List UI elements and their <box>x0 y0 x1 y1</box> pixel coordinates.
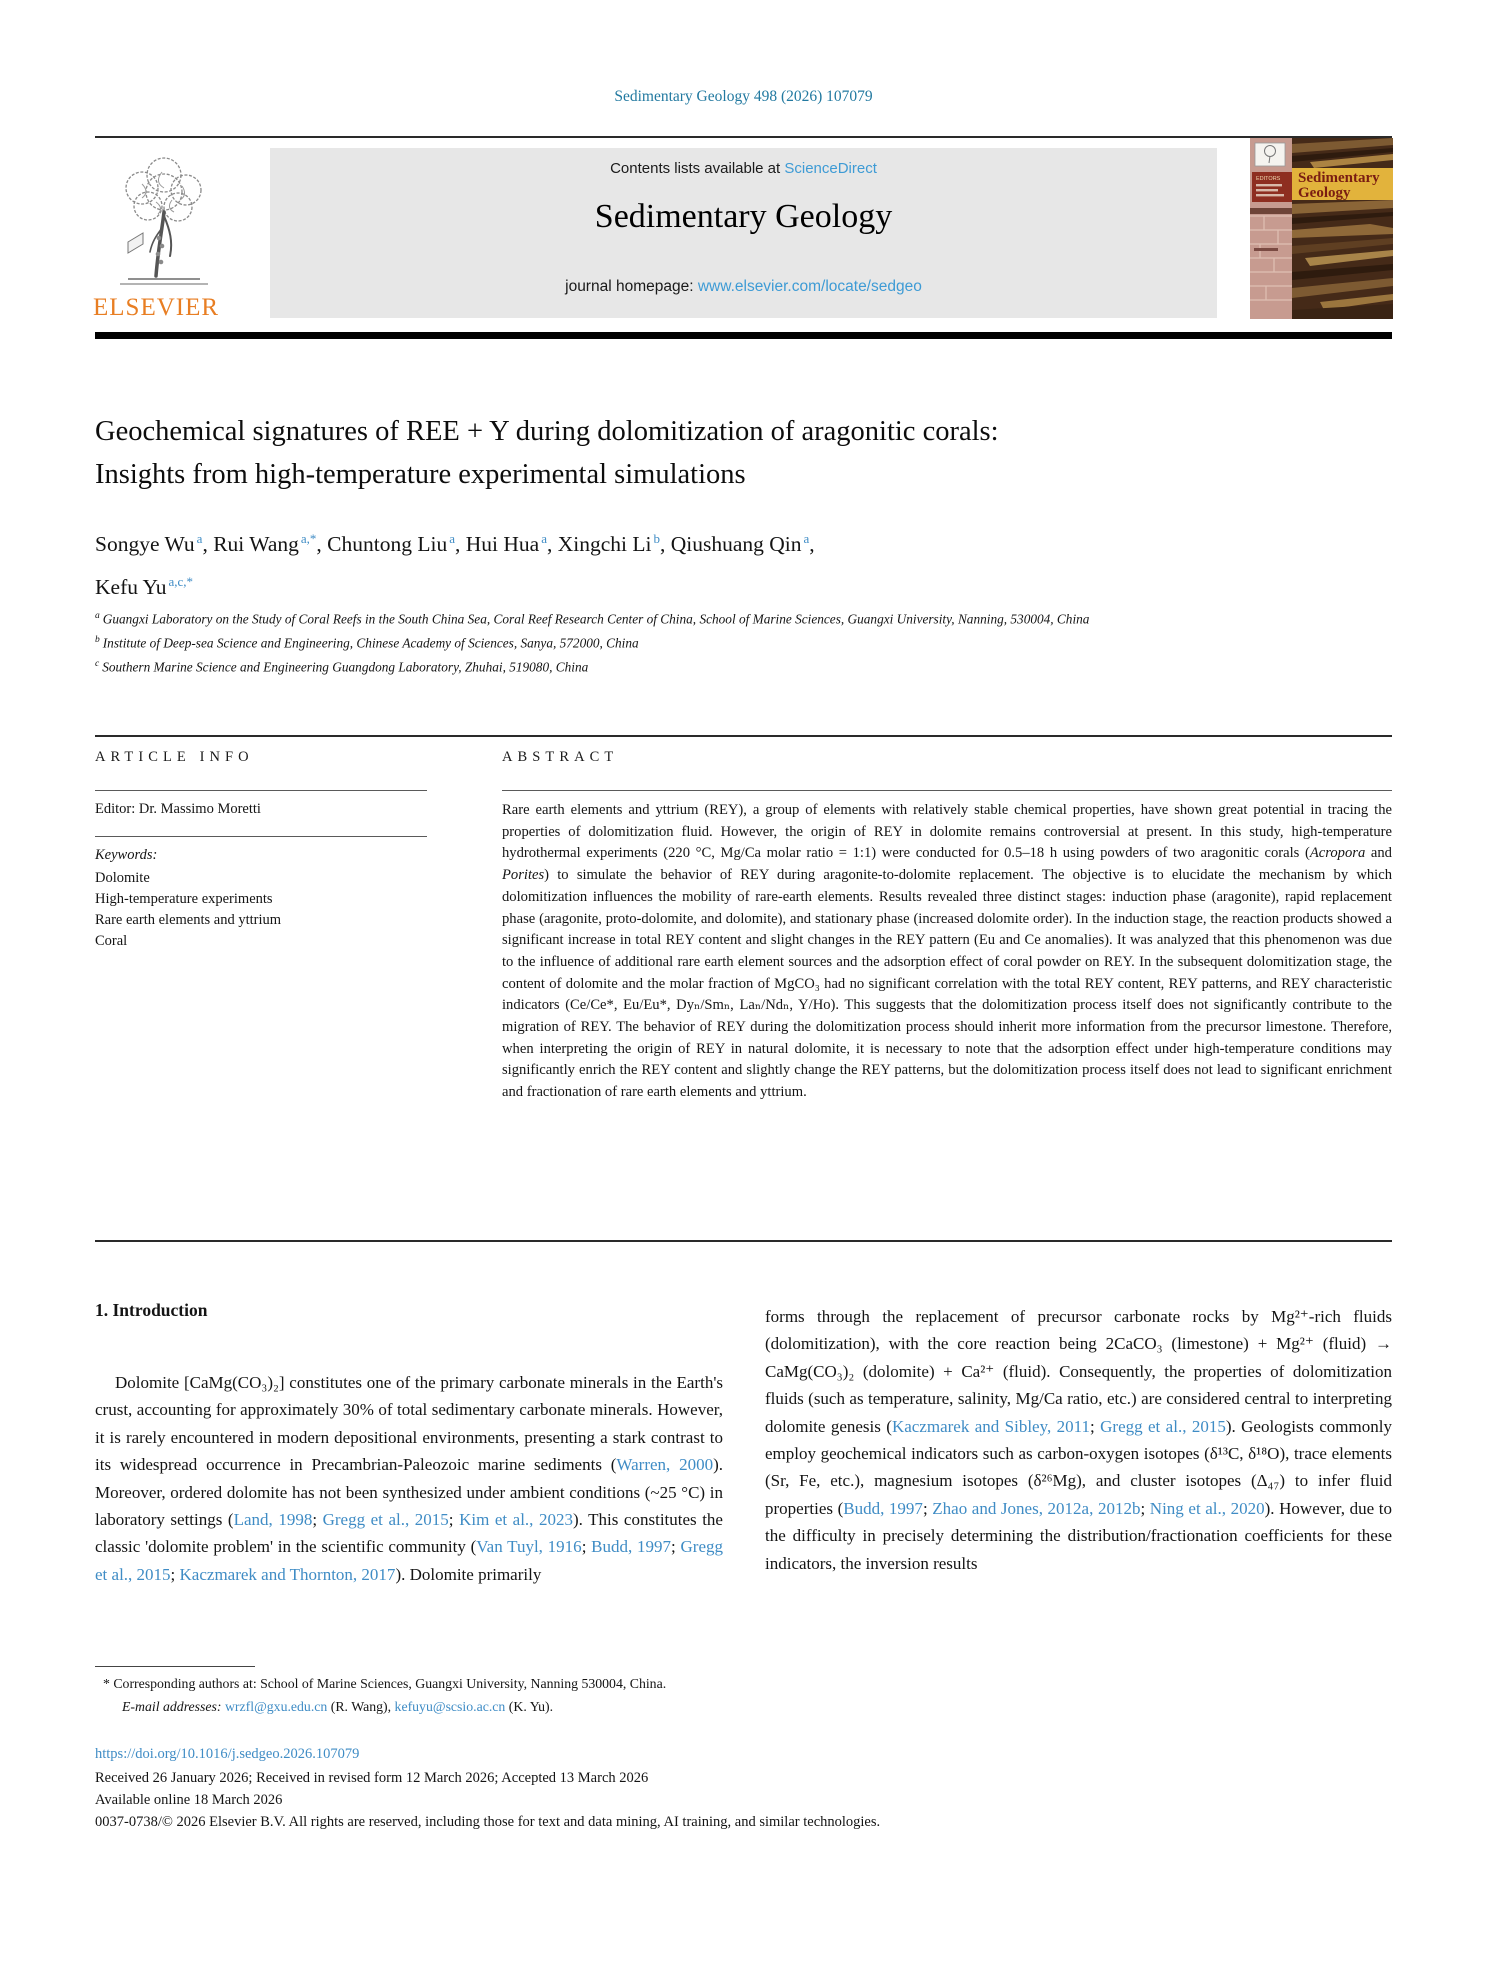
author-affiliation-sup: a,* <box>300 531 317 546</box>
introduction-column-right <box>765 1303 1392 1577</box>
author-separator: , <box>546 532 558 557</box>
text-segment: ; <box>922 1498 933 1518</box>
affiliation-sup: a <box>95 611 100 621</box>
author-separator: , <box>809 532 815 557</box>
text-segment: E-mail addresses: <box>122 1699 225 1714</box>
introduction-column-left <box>95 1369 723 1588</box>
affiliation-text: Institute of Deep-sea Science and Engineering, Chinese Academy of Sciences, Sanya, 572000, China <box>102 635 639 651</box>
affiliation-sup: b <box>95 634 100 645</box>
author-line <box>95 520 1245 563</box>
citation-link[interactable]: Kaczmarek and Sibley, 2011 <box>891 1416 1091 1436</box>
text-segment: ; <box>448 1510 460 1530</box>
citation-link[interactable]: Gregg et al., 2015 <box>322 1510 449 1530</box>
abstract-divider <box>502 790 1392 791</box>
keywords-list <box>95 868 281 952</box>
author-separator: , <box>454 532 466 557</box>
abstract-heading: ABSTRACT <box>502 749 619 765</box>
author-affiliation-sup: b <box>653 531 660 546</box>
article-info-divider-1 <box>95 790 427 791</box>
journal-title: Sedimentary Geology <box>594 198 893 235</box>
citation-link[interactable]: Gregg et al., 2015 <box>1100 1416 1226 1436</box>
citation-link[interactable]: Warren, 2000 <box>616 1455 714 1475</box>
author-affiliation-sup: a <box>449 531 455 546</box>
text-segment: ; <box>581 1537 592 1557</box>
section-bottom-divider <box>95 1240 1392 1242</box>
doi-line <box>95 1746 359 1763</box>
citation-link[interactable]: Gregg et al., 2015 <box>95 1537 723 1584</box>
elsevier-wordmark: ELSEVIER <box>93 294 220 321</box>
header-black-bar <box>95 332 1392 339</box>
affiliation-text: Southern Marine Science and Engineering Guangdong Laboratory, Zhuhai, 519080, China <box>102 659 589 675</box>
text-segment: forms through the replacement of precursor carbonate rocks by Mg²⁺-rich fluids (dolomitization), with the core reaction being 2CaCO₃ (limestone) + Mg²⁺ (fluid) → CaMg(CO₃)₂ (dolomite) + Ca²⁺ (fluid). Consequently, the properties of dolomitization fluids (such as temperature, salinity, Mg/Ca ratio, etc.) are considered central to interpreting dolomite genesis ( <box>765 1307 1392 1436</box>
text-segment: journal homepage: <box>565 278 698 295</box>
keyword-item: Coral <box>95 933 128 949</box>
abstract-body <box>502 800 1392 1104</box>
text-segment: and <box>1365 845 1392 862</box>
text-segment: ). Dolomite primarily <box>395 1564 542 1584</box>
citation-link[interactable]: Kaczmarek and Thornton, 2017 <box>179 1564 396 1584</box>
text-segment: (R. Wang), <box>327 1699 395 1714</box>
author-affiliation-sup: a <box>803 531 810 546</box>
affiliation-text: Guangxi Laboratory on the Study of Coral Reefs in the South China Sea, Coral Reef Research Center of China, School of Marine Sciences, Guangxi University, Nanning, 530004, China <box>102 611 1090 627</box>
author-separator: , <box>659 532 671 557</box>
text-segment: ; <box>1140 1498 1150 1518</box>
available-online-line: Available online 18 March 2026 <box>95 1792 283 1808</box>
citation-link[interactable]: Kim et al., 2023 <box>459 1510 573 1530</box>
text-segment: ; <box>1090 1416 1101 1436</box>
cover-title-line1: Sedimentary <box>1298 170 1380 186</box>
text-segment: ; <box>312 1510 323 1530</box>
author-list <box>95 520 1245 606</box>
journal-cover-thumbnail <box>1250 138 1393 319</box>
journal-header-banner <box>270 148 1217 318</box>
journal-citation-header: Sedimentary Geology 498 (2026) 107079 <box>614 88 873 105</box>
text-segment: ; <box>671 1537 681 1557</box>
affiliation-line <box>95 630 1392 654</box>
text-segment: Contents lists available at <box>610 160 785 177</box>
citation-link[interactable]: Van Tuyl, 1916 <box>476 1537 582 1557</box>
article-title: Geochemical signatures of REE + Y during dolomitization of aragonitic corals: Insights from high-temperature experimental simulations <box>95 416 999 490</box>
text-segment: ). This constitutes the classic 'dolomite problem' in the scientific community ( <box>95 1510 723 1557</box>
author-name: Xingchi Li <box>557 532 652 557</box>
received-dates-line: Received 26 January 2026; Received in revised form 12 March 2026; Accepted 13 March 2026 <box>95 1770 649 1786</box>
citation-link[interactable]: Budd, 1997 <box>843 1498 923 1518</box>
author-name: Chuntong Liu <box>327 532 448 557</box>
keyword-item: High-temperature experiments <box>95 891 273 907</box>
elsevier-tree-logo <box>112 150 216 292</box>
affiliation-line <box>95 654 1392 678</box>
email-addresses-line <box>122 1699 1222 1715</box>
corresponding-author-note <box>103 1676 1203 1692</box>
author-name: Qiushuang Qin <box>670 532 802 557</box>
email-link[interactable]: wrzfl@gxu.edu.cn <box>224 1699 328 1714</box>
section-top-divider <box>95 735 1392 737</box>
text-segment: ). Moreover, ordered dolomite has not been synthesized under ambient conditions (~25 °C) in laboratory settings ( <box>95 1455 723 1530</box>
text-segment: Acropora <box>1309 845 1366 862</box>
author-line <box>95 563 1245 606</box>
text-segment: ) to simulate the behavior of REY during aragonite-to-dolomite replacement. The objective is to elucidate the mechanism by which dolomitization influences the mobility of rare-earth elements. Results revealed three distinct stages: induction phase (aragonite), rapid replacement phase (aragonite, proto-dolomite, and dolomite), and stationary phase (increased dolomite order). In the induction stage, the reaction products showed a significant increase in total REY content and slight changes in the REY pattern (Eu and Ce anomalies). It was analyzed that this phenomenon was due to the influence of additional rare earth element sources and the adsorption effect of coral powder on REY. In the subsequent dolomitization stage, the content of dolomite and the molar fraction of MgCO₃ had no significant correlation with the total REY content, REY patterns, and REY characteristic indicators (Ce/Ce*, Eu/Eu*, Dyₙ/Smₙ, Laₙ/Ndₙ, Y/Ho). This suggests that the dolomitization process itself does not significantly contribute to the migration of REY. The behavior of REY during the dolomitization process should inherit more information from the precursor limestone. Therefore, when interpreting the origin of REY in natural dolomite, it is necessary to note that the adsorption effect under high-temperature conditions may significantly enrich the REY content and slightly change the REY patterns, but the dolomitization process itself does not lead to significant enrichment and fractionation of rare earth elements and yttrium. <box>502 867 1392 1101</box>
author-name: Kefu Yu <box>95 575 167 600</box>
email-link[interactable]: kefuyu@scsio.ac.cn <box>394 1699 506 1714</box>
citation-link[interactable]: Zhao and Jones, 2012a, 2012b <box>932 1498 1141 1518</box>
text-segment: ). However, due to the difficulty in precisely determining the distribution/fractionation coefficients for these indicators, the inversion results <box>765 1498 1392 1573</box>
contents-lists-line <box>270 160 1217 177</box>
footnote-divider <box>95 1666 255 1667</box>
affiliation-sup: c <box>95 658 100 669</box>
journal-homepage-link[interactable]: www.elsevier.com/locate/sedgeo <box>697 278 922 295</box>
text-segment: * Corresponding authors at: School of Marine Sciences, Guangxi University, Nanning 530004, China. <box>103 1676 667 1691</box>
author-name: Songye Wu <box>95 532 195 557</box>
journal-homepage-line <box>270 278 1217 296</box>
affiliation-line <box>95 606 1392 630</box>
text-segment: ; <box>170 1564 180 1584</box>
author-name: Rui Wang <box>213 532 299 557</box>
keyword-item: Rare earth elements and yttrium <box>95 912 282 928</box>
keyword-item: Dolomite <box>95 870 150 886</box>
cover-editors-label: EDITORS <box>1256 176 1281 182</box>
author-name: Hui Hua <box>465 532 540 557</box>
citation-link[interactable]: Budd, 1997 <box>591 1537 672 1557</box>
author-affiliation-sup: a <box>196 531 203 546</box>
text-segment: ). Geologists commonly employ geochemical indicators such as carbon-oxygen isotopes (δ¹³C, δ¹⁸O), trace elements (Sr, Fe, etc.), magnesium isotopes (δ²⁶Mg), and cluster isotopes (Δ₄₇) to infer fluid properties ( <box>765 1416 1392 1518</box>
citation-link[interactable]: Land, 1998 <box>233 1510 313 1530</box>
sciencedirect-link[interactable]: ScienceDirect <box>784 160 877 177</box>
issn-copyright-line: 0037-0738/© 2026 Elsevier B.V. All rights are reserved, including those for text and data mining, AI training, and similar technologies. <box>95 1814 881 1830</box>
editor-line: Editor: Dr. Massimo Moretti <box>95 801 261 817</box>
text-segment: Porites <box>502 867 545 884</box>
citation-link[interactable]: Ning et al., 2020 <box>1149 1498 1265 1518</box>
keywords-label: Keywords: <box>95 847 158 863</box>
cover-title-line2: Geology <box>1298 185 1351 201</box>
introduction-heading: 1. Introduction <box>95 1300 208 1320</box>
author-affiliation-sup: a <box>541 531 547 546</box>
doi-link[interactable]: https://doi.org/10.1016/j.sedgeo.2026.107079 <box>95 1746 360 1762</box>
article-info-heading: ARTICLE INFO <box>95 749 254 765</box>
author-separator: , <box>316 532 328 557</box>
affiliation-list <box>95 606 1392 678</box>
text-segment: Rare earth elements and yttrium (REY), a group of elements with relatively stable chemical properties, have shown great potential in tracing the properties of dolomitization fluid. However, the origin of REY in dolomite remains controversial at present. In this study, high-temperature hydrothermal experiments (220 °C, Mg/Ca molar ratio = 1:1) were conducted for 0.5–18 h using powders of two aragonitic corals ( <box>502 802 1392 862</box>
text-segment: (K. Yu). <box>505 1699 554 1714</box>
author-separator: , <box>202 532 214 557</box>
author-affiliation-sup: a,c,* <box>168 574 193 590</box>
top-divider <box>95 136 1392 138</box>
text-segment: Dolomite [CaMg(CO₃)₂] constitutes one of the primary carbonate minerals in the Earth's crust, accounting for approximately 30% of total sedimentary carbonate minerals. However, it is rarely encountered in modern depositional environments, presenting a stark contrast to its widespread occurrence in Precambrian-Paleozoic marine sediments ( <box>95 1373 723 1475</box>
article-info-divider-2 <box>95 836 427 837</box>
